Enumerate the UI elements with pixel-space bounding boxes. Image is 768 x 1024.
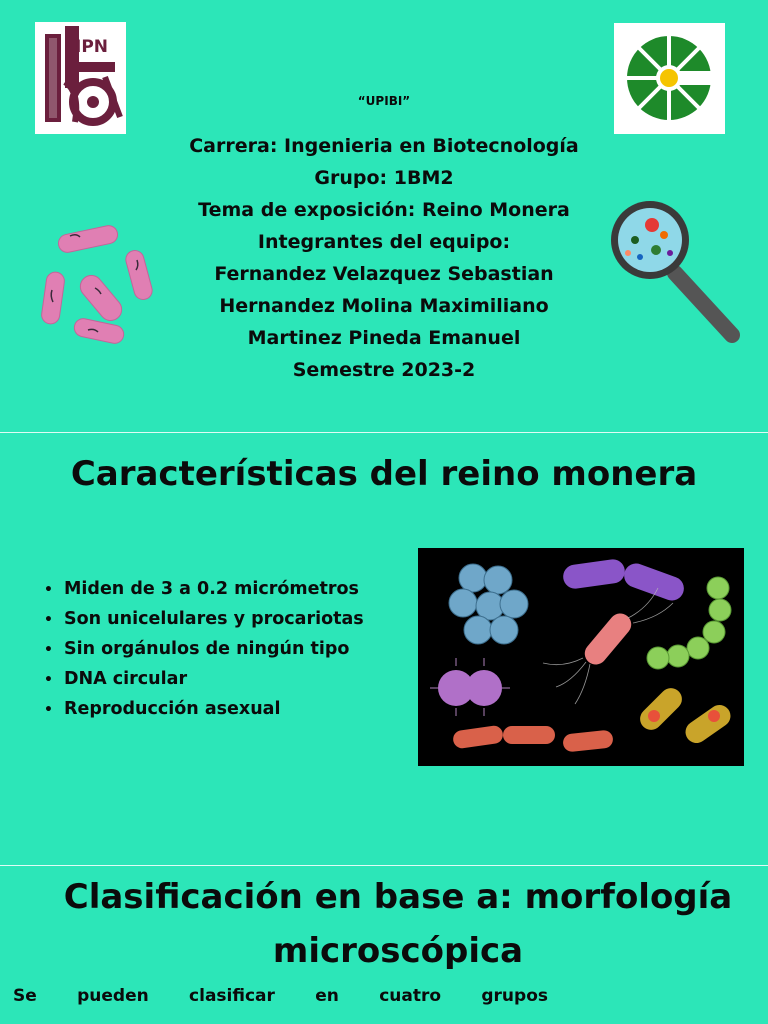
list-item: • Son unicelulares y procariotas [44,609,364,629]
characteristics-title: Características del reino monera [70,454,698,494]
magnifier-illustration [600,195,745,345]
characteristics-slide [0,434,768,864]
list-item-text: Reproducción asexual [64,699,281,719]
group-line: Grupo: 1BM2 [314,167,454,189]
school-name: “UPIBI” [357,94,411,108]
list-item: • Sin orgánulos de ningún tipo [44,639,350,659]
classification-title-line2: microscópica [272,931,524,971]
member-3: Martinez Pineda Emanuel [247,327,521,349]
semester-line: Semestre 2023-2 [292,359,476,381]
member-2: Hernandez Molina Maximiliano [219,295,549,317]
list-item: • Miden de 3 a 0.2 micrómetros [44,579,359,599]
slide-divider [0,432,768,433]
classification-title [0,870,768,978]
bacteria-illustration [40,222,165,357]
list-item-text: Son unicelulares y procariotas [64,609,364,629]
body-word: en [315,986,339,1006]
body-word: pueden [77,986,149,1006]
upibi-logo [614,23,725,134]
classification-body [13,986,548,1006]
team-heading: Integrantes del equipo: [257,231,511,253]
classification-slide [0,866,768,1024]
ipn-logo [35,22,126,134]
cover-slide [0,0,768,432]
ipn-logo-text: IPN [75,37,109,57]
list-item: • DNA circular [44,669,188,689]
topic-line: Tema de exposición: Reino Monera [198,199,570,221]
bacteria-photo [418,548,744,766]
body-word: grupos [481,986,548,1006]
body-word: clasificar [189,986,275,1006]
list-item-text: Miden de 3 a 0.2 micrómetros [64,579,359,599]
list-item-text: DNA circular [64,669,188,689]
classification-title-line1: Clasificación en base a: morfología [63,877,733,917]
list-item-text: Sin orgánulos de ningún tipo [64,639,350,659]
body-word: cuatro [379,986,442,1006]
characteristics-list [44,574,364,724]
body-word: Se [13,986,37,1006]
career-line: Carrera: Ingenieria en Biotecnología [189,135,579,157]
list-item: • Reproducción asexual [44,699,281,719]
member-1: Fernandez Velazquez Sebastian [214,263,554,285]
